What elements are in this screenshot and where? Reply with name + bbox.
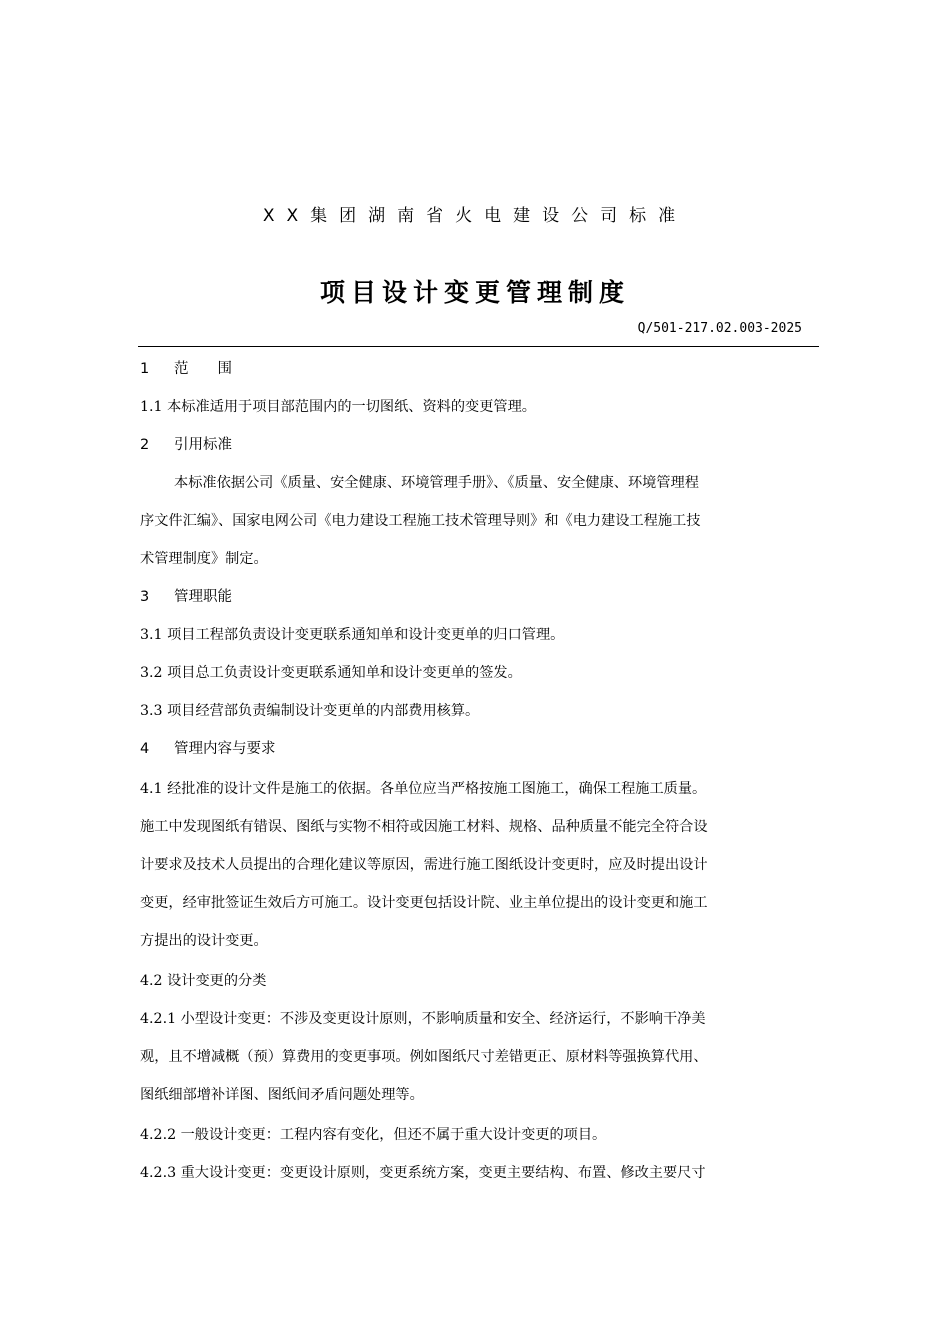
section-number: 3 xyxy=(140,589,150,605)
section-heading xyxy=(140,434,232,456)
section-number: 1 xyxy=(140,361,150,377)
paragraph-line: 观，且不增减概（预）算费用的变更事项。例如图纸尺寸差错更正、原材料等强换算代用、 xyxy=(140,1049,708,1065)
section-heading xyxy=(140,738,276,760)
paragraph-line: 图纸细部增补详图、图纸间矛盾问题处理等。 xyxy=(140,1087,424,1103)
standard-code: Q/501-217.02.003-2025 xyxy=(637,321,802,336)
paragraph-line: 术管理制度》制定。 xyxy=(140,551,268,567)
section-title: 范 围 xyxy=(174,361,232,377)
paragraph-line: 4.2.2 一般设计变更：工程内容有变化，但还不属于重大设计变更的项目。 xyxy=(140,1127,607,1143)
section-title: 管理职能 xyxy=(174,589,232,605)
paragraph-line: 计要求及技术人员提出的合理化建议等原因，需进行施工图纸设计变更时，应及时提出设计 xyxy=(140,857,708,873)
paragraph-line: 变更，经审批签证生效后方可施工。设计变更包括设计院、业主单位提出的设计变更和施工 xyxy=(140,895,708,911)
document-title: 项目设计变更管理制度 xyxy=(319,278,630,307)
section-number: 4 xyxy=(140,741,150,757)
section-heading xyxy=(140,358,232,380)
paragraph-line: 4.2.1 小型设计变更：不涉及变更设计原则，不影响质量和安全、经济运行，不影响干净美 xyxy=(140,1011,706,1027)
paragraph-line: 3.1 项目工程部负责设计变更联系通知单和设计变更单的归口管理。 xyxy=(140,627,565,643)
section-title: 管理内容与要求 xyxy=(174,741,276,757)
section-heading xyxy=(140,586,232,608)
header-divider xyxy=(138,346,819,347)
paragraph-line: 本标准依据公司《质量、安全健康、环境管理手册》、《质量、安全健康、环境管理程 xyxy=(174,475,699,491)
paragraph-line: 序文件汇编》、国家电网公司《电力建设工程施工技术管理导则》和《电力建设工程施工技 xyxy=(140,513,701,529)
section-title: 引用标准 xyxy=(174,437,232,453)
paragraph-line: 4.2.3 重大设计变更：变更设计原则，变更系统方案，变更主要结构、布置、修改主要尺寸 xyxy=(140,1165,706,1181)
paragraph-line: 1.1 本标准适用于项目部范围内的一切图纸、资料的变更管理。 xyxy=(140,399,536,415)
paragraph-line: 4.2 设计变更的分类 xyxy=(140,973,267,989)
paragraph-line: 方提出的设计变更。 xyxy=(140,933,268,949)
section-number: 2 xyxy=(140,437,150,453)
org-standard-title: XX集团湖南省火电建设公司标准 xyxy=(262,206,688,226)
paragraph-line: 施工中发现图纸有错误、图纸与实物不相符或因施工材料、规格、品种质量不能完全符合设 xyxy=(140,819,708,835)
paragraph-line: 4.1 经批准的设计文件是施工的依据。各单位应当严格按施工图施工，确保工程施工质量。 xyxy=(140,781,707,797)
paragraph-line: 3.3 项目经营部负责编制设计变更单的内部费用核算。 xyxy=(140,703,480,719)
paragraph-line: 3.2 项目总工负责设计变更联系通知单和设计变更单的签发。 xyxy=(140,665,522,681)
